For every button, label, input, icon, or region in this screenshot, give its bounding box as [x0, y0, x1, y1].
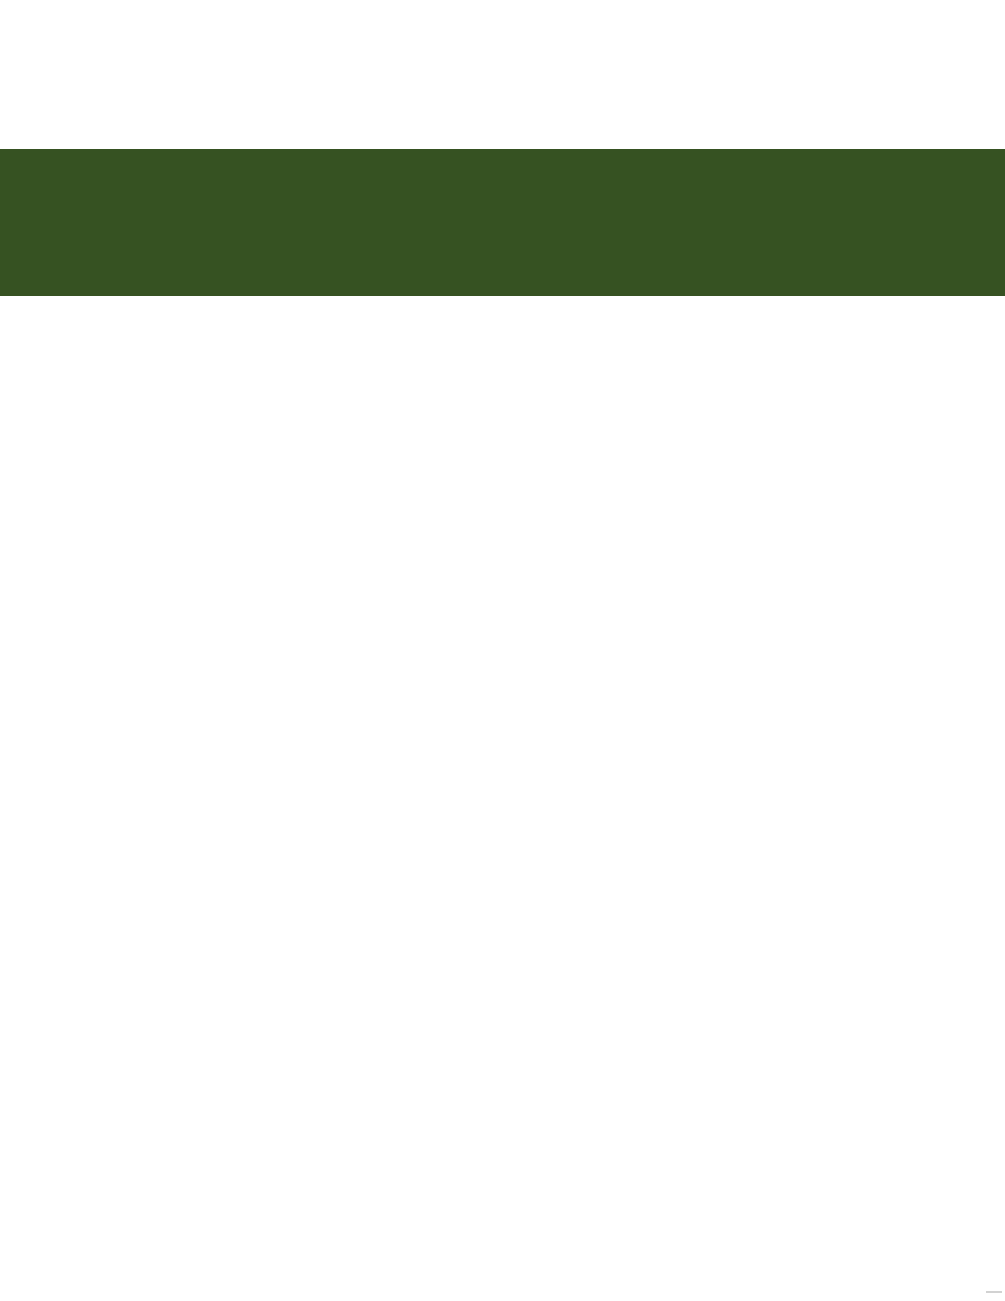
- watermark: [986, 1291, 1002, 1293]
- preview-banner: [0, 149, 1005, 296]
